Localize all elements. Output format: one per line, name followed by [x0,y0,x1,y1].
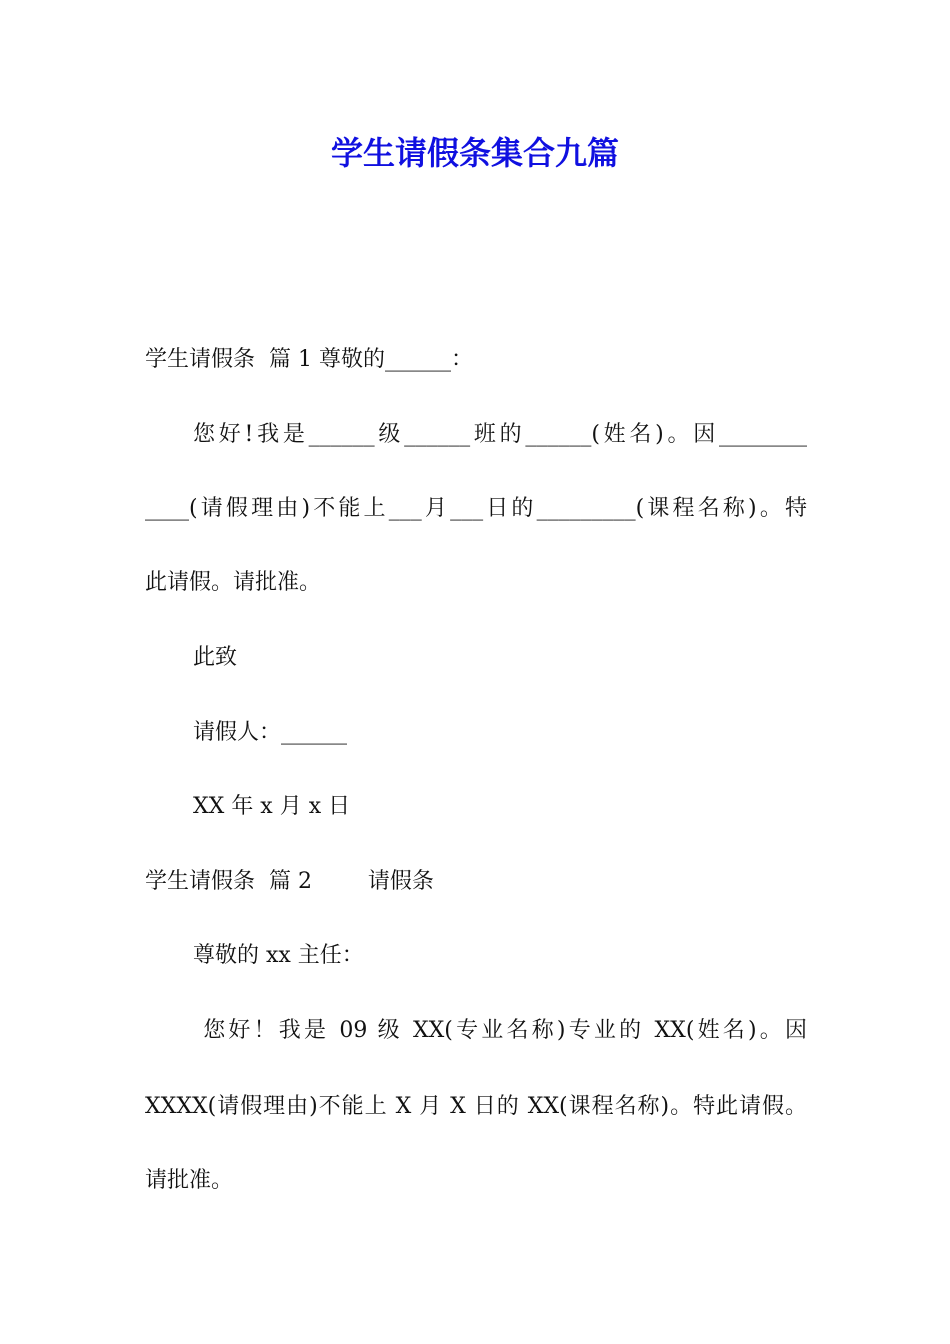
paragraph-line: XXXX(请假理由)不能上 X 月 X 日的 XX(课程名称)。特此请假。 [145,1094,807,1119]
date-line: XX 年 x 月 x 日 [193,794,351,819]
document-title: 学生请假条集合九篇 [330,134,619,172]
paragraph-line: 此请假。请批准。 [145,570,322,595]
paragraph-line: ____(请假理由)不能上___月___日的_________(课程名称)。特 [145,496,807,521]
section-2-heading: 学生请假条 篇 2 请假条 [145,869,434,894]
greeting-line: 尊敬的 xx 主任： [193,943,364,968]
closing-salutation: 此致 [193,645,238,670]
paragraph-line: 请批准。 [145,1168,234,1193]
paragraph-line: 您好!我是______级______班的______(姓名)。因________ [193,422,807,447]
paragraph-line: 您好！我是 09 级 XX(专业名称)专业的 XX(姓名)。因 [193,1018,807,1043]
applicant-line: 请假人：______ [193,720,348,745]
section-1-heading: 学生请假条 篇 1 尊敬的______： [145,347,473,372]
